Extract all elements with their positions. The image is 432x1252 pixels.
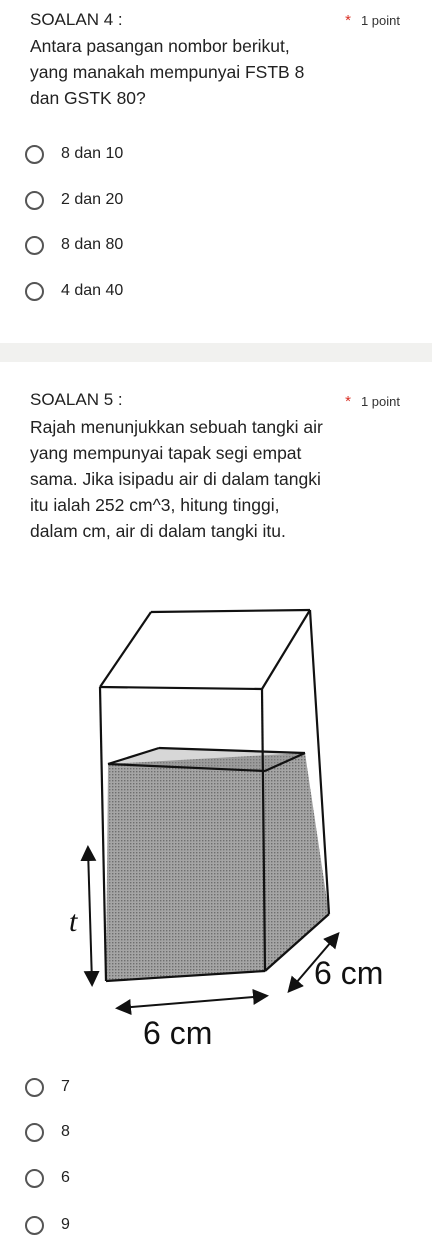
- question-line: Antara pasangan nombor berikut,: [30, 36, 290, 56]
- question-line: dalam cm, air di dalam tangki itu.: [30, 521, 286, 541]
- option-label: 8: [61, 1123, 70, 1140]
- radio-button[interactable]: [25, 1169, 44, 1188]
- question-number: SOALAN 4 :: [30, 10, 123, 29]
- water-tank-diagram: [25, 597, 405, 1057]
- width-label: 6 cm: [143, 1015, 213, 1051]
- radio-button[interactable]: [25, 1216, 44, 1235]
- points-text: 1 point: [360, 13, 400, 28]
- question-text: [30, 414, 360, 544]
- option-8-dan-80[interactable]: [25, 232, 123, 258]
- option-2-dan-20[interactable]: [25, 187, 123, 213]
- option-label: 6: [61, 1169, 70, 1186]
- points-label: [345, 12, 400, 29]
- radio-button[interactable]: [25, 1078, 44, 1097]
- question-line: dan GSTK 80?: [30, 88, 146, 108]
- radio-button[interactable]: [25, 236, 44, 255]
- option-label: 9: [61, 1216, 70, 1233]
- required-star-icon: *: [345, 12, 351, 29]
- radio-button[interactable]: [25, 282, 44, 301]
- option-8[interactable]: [25, 1119, 70, 1145]
- option-label: 7: [61, 1078, 70, 1095]
- option-label: 4 dan 40: [61, 282, 124, 299]
- option-label: 8 dan 10: [61, 145, 124, 162]
- required-star-icon: *: [345, 393, 351, 410]
- question-number: SOALAN 5 :: [30, 390, 123, 409]
- option-9[interactable]: [25, 1212, 70, 1238]
- question-line: yang mempunyai tapak segi empat: [30, 443, 302, 463]
- question-line: sama. Jika isipadu air di dalam tangki: [30, 469, 321, 489]
- option-label: 8 dan 80: [61, 236, 124, 253]
- radio-button[interactable]: [25, 1123, 44, 1142]
- option-6[interactable]: [25, 1165, 70, 1191]
- question-line: yang manakah mempunyai FSTB 8: [30, 62, 305, 82]
- option-4-dan-40[interactable]: [25, 278, 123, 304]
- depth-label: 6 cm: [314, 955, 384, 991]
- question-card-4: [0, 0, 432, 343]
- option-7[interactable]: [25, 1074, 70, 1100]
- option-label: 2 dan 20: [61, 191, 124, 208]
- question-text: [30, 33, 360, 111]
- height-label: t: [69, 905, 78, 938]
- radio-button[interactable]: [25, 145, 44, 164]
- question-line: Rajah menunjukkan sebuah tangki air: [30, 417, 323, 437]
- points-text: 1 point: [360, 394, 400, 409]
- points-label: [345, 393, 400, 410]
- radio-button[interactable]: [25, 191, 44, 210]
- question-line: itu ialah 252 cm^3, hitung tinggi,: [30, 495, 280, 515]
- option-8-dan-10[interactable]: [25, 141, 123, 167]
